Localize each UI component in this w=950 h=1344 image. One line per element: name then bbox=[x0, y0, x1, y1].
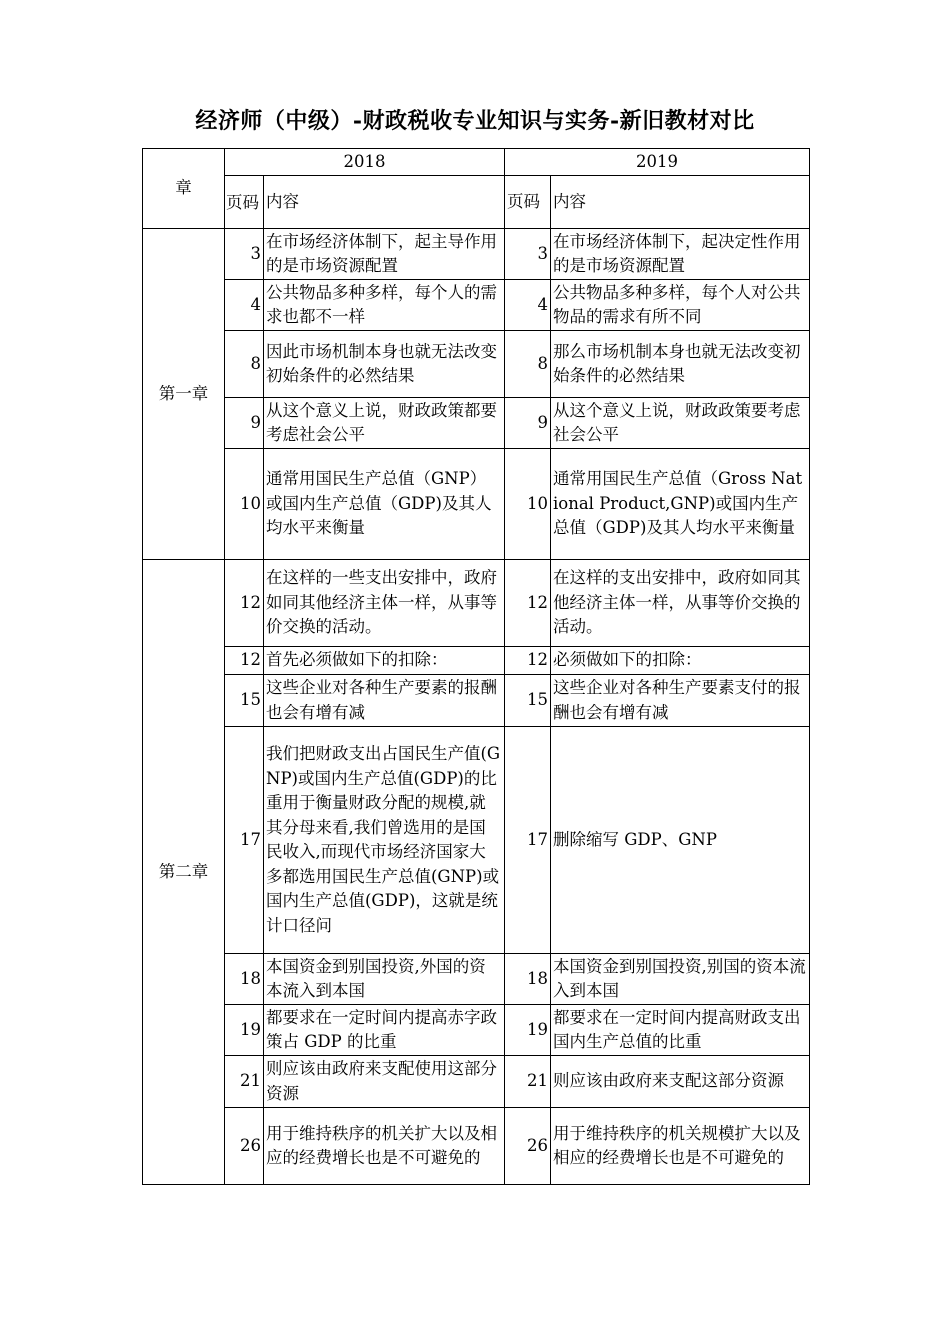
table-row bbox=[143, 331, 810, 398]
table-row bbox=[143, 398, 810, 449]
text-old-cell: 这些企业对各种生产要素的报酬也会有增有减 bbox=[264, 675, 505, 727]
page-old-cell: 10 bbox=[225, 449, 264, 560]
page-new-cell: 18 bbox=[505, 954, 551, 1005]
year-2019-header: 2019 bbox=[505, 149, 810, 176]
page-new-cell: 19 bbox=[505, 1005, 551, 1056]
text-old-cell: 则应该由政府来支配使用这部分资源 bbox=[264, 1056, 505, 1108]
text-new-cell: 本国资金到别国投资,别国的资本流入到本国 bbox=[551, 954, 810, 1005]
page-new-cell: 12 bbox=[505, 647, 551, 675]
text-new-cell: 必须做如下的扣除： bbox=[551, 647, 810, 675]
page-new-cell: 4 bbox=[505, 280, 551, 331]
page-new-cell: 10 bbox=[505, 449, 551, 560]
table-row bbox=[143, 1056, 810, 1108]
page-old-cell: 19 bbox=[225, 1005, 264, 1056]
text-old-cell: 用于维持秩序的机关扩大以及相应的经费增长也是不可避免的 bbox=[264, 1108, 505, 1185]
text-old-cell: 在这样的一些支出安排中，政府如同其他经济主体一样，从事等价交换的活动。 bbox=[264, 560, 505, 647]
page-old-cell: 15 bbox=[225, 675, 264, 727]
table-row bbox=[143, 675, 810, 727]
header-column-row bbox=[143, 176, 810, 229]
page-new-cell: 12 bbox=[505, 560, 551, 647]
page-old-cell: 12 bbox=[225, 560, 264, 647]
page-new-cell: 9 bbox=[505, 398, 551, 449]
text-new-cell: 在这样的支出安排中，政府如同其他经济主体一样，从事等价交换的活动。 bbox=[551, 560, 810, 647]
page-old-cell: 21 bbox=[225, 1056, 264, 1108]
text-old-cell: 因此市场机制本身也就无法改变初始条件的必然结果 bbox=[264, 331, 505, 398]
page-old-cell: 17 bbox=[225, 727, 264, 954]
text-old-cell: 都要求在一定时间内提高赤字政策占 GDP 的比重 bbox=[264, 1005, 505, 1056]
text-old-cell: 公共物品多种多样，每个人的需求也都不一样 bbox=[264, 280, 505, 331]
text-old-cell: 从这个意义上说，财政政策都要考虑社会公平 bbox=[264, 398, 505, 449]
table-row bbox=[143, 560, 810, 647]
text-old-cell: 在市场经济体制下，起主导作用的是市场资源配置 bbox=[264, 229, 505, 280]
page-old-cell: 8 bbox=[225, 331, 264, 398]
text-new-cell: 这些企业对各种生产要素支付的报酬也会有增有减 bbox=[551, 675, 810, 727]
page-new-cell: 8 bbox=[505, 331, 551, 398]
table-row bbox=[143, 1108, 810, 1185]
page-old-cell: 9 bbox=[225, 398, 264, 449]
text-new-cell: 那么市场机制本身也就无法改变初始条件的必然结果 bbox=[551, 331, 810, 398]
comparison-table bbox=[142, 148, 810, 1185]
page-old-cell: 3 bbox=[225, 229, 264, 280]
page-header-2018: 页码 bbox=[225, 176, 264, 229]
table-row bbox=[143, 647, 810, 675]
page-new-cell: 21 bbox=[505, 1056, 551, 1108]
text-new-cell: 公共物品多种多样，每个人对公共物品的需求有所不同 bbox=[551, 280, 810, 331]
text-old-cell: 首先必须做如下的扣除： bbox=[264, 647, 505, 675]
page-new-cell: 17 bbox=[505, 727, 551, 954]
year-2018-header: 2018 bbox=[225, 149, 505, 176]
chapter-header: 章 bbox=[143, 149, 225, 229]
text-new-cell: 通常用国民生产总值（Gross National Product,GNP)或国内生产总值（GDP)及其人均水平来衡量 bbox=[551, 449, 810, 560]
page-old-cell: 4 bbox=[225, 280, 264, 331]
header-year-row bbox=[143, 149, 810, 176]
table-row bbox=[143, 280, 810, 331]
content-header-2019: 内容 bbox=[551, 176, 810, 229]
text-old-cell: 本国资金到别国投资,外国的资本流入到本国 bbox=[264, 954, 505, 1005]
text-new-cell: 用于维持秩序的机关规模扩大以及相应的经费增长也是不可避免的 bbox=[551, 1108, 810, 1185]
table-row bbox=[143, 229, 810, 280]
table-row bbox=[143, 727, 810, 954]
chapter-cell: 第二章 bbox=[143, 560, 225, 1185]
page-old-cell: 18 bbox=[225, 954, 264, 1005]
page-new-cell: 3 bbox=[505, 229, 551, 280]
text-new-cell: 则应该由政府来支配这部分资源 bbox=[551, 1056, 810, 1108]
text-old-cell: 我们把财政支出占国民生产值(GNP)或国内生产总值(GDP)的比重用于衡量财政分配的规模,就其分母来看,我们曾选用的是国民收入,而现代市场经济国家大多都选用国民生产总值(GNP)或国内生产总值(GDP)，这就是统计口径问 bbox=[264, 727, 505, 954]
text-new-cell: 从这个意义上说，财政政策要考虑社会公平 bbox=[551, 398, 810, 449]
text-new-cell: 都要求在一定时间内提高财政支出国内生产总值的比重 bbox=[551, 1005, 810, 1056]
table-row bbox=[143, 449, 810, 560]
page-new-cell: 26 bbox=[505, 1108, 551, 1185]
text-new-cell: 删除缩写 GDP、GNP bbox=[551, 727, 810, 954]
page-new-cell: 15 bbox=[505, 675, 551, 727]
page-header-2019: 页码 bbox=[505, 176, 551, 229]
content-header-2018: 内容 bbox=[264, 176, 505, 229]
page-old-cell: 12 bbox=[225, 647, 264, 675]
text-new-cell: 在市场经济体制下，起决定性作用的是市场资源配置 bbox=[551, 229, 810, 280]
page-old-cell: 26 bbox=[225, 1108, 264, 1185]
table-row bbox=[143, 954, 810, 1005]
table-row bbox=[143, 1005, 810, 1056]
page-title: 经济师（中级）-财政税收专业知识与实务-新旧教材对比 bbox=[195, 108, 755, 134]
chapter-cell: 第一章 bbox=[143, 229, 225, 560]
text-old-cell: 通常用国民生产总值（GNP）或国内生产总值（GDP)及其人均水平来衡量 bbox=[264, 449, 505, 560]
